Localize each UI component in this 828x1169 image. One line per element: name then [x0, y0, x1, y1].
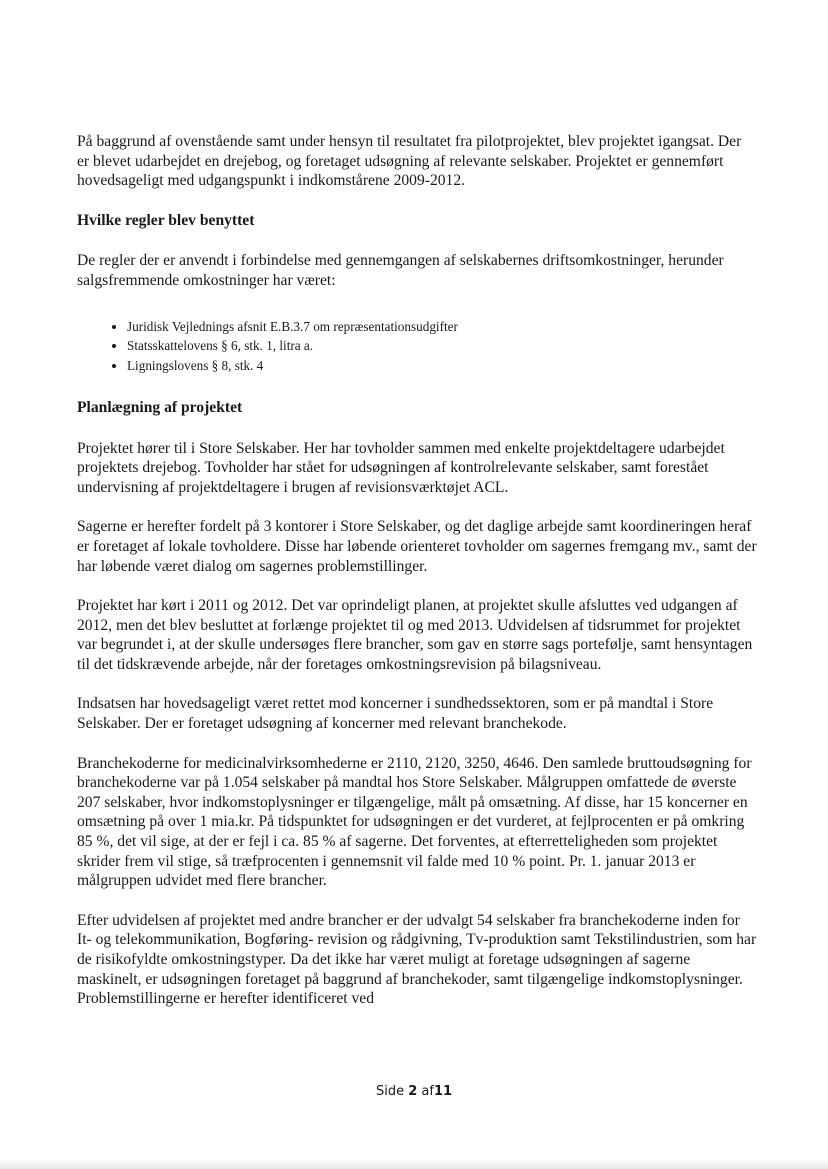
rules-list-item: • Juridisk Vejlednings afsnit E.B.3.7 om repræsentationsudgifter — [127, 317, 757, 337]
planning-paragraph-5: Branchekoderne for medicinalvirksomhederne er 2110, 2120, 3250, 4646. Den samlede bruttoudsøgning for branchekoderne var på 1.054 selskaber på mandtal hos Store Selskaber. Målgruppen omfattede de øverste 207 selskaber, hvor indkomstoplysninger er tilgængelige, målt på omsætning. Af disse, har 15 koncerner en omsætning på over 1 mia.kr. På tidspunktet for udsøgningen er det vurderet, at fejlprocenten er på omkring 85 %, det vil sige, at der er fejl i ca. 85 % af sagerne. Det forventes, at efterretteligheden som projektet skrider frem vil stige, så træfprocenten i gennemsnit vil falde med 10 % point. Pr. 1. januar 2013 er målgruppen udvidet med flere brancher. — [77, 754, 752, 890]
page-footer — [0, 1084, 828, 1099]
planning-paragraph-6: Efter udvidelsen af projektet med andre brancher er der udvalgt 54 selskaber fra branchekoderne inden for It- og telekommunikation, Bogføring- revision og rådgivning, Tv-produktion samt Tekstilindustrien, som har de risikofyldte omkostningstyper. Da det ikke har været muligt at foretage udsøgningen af sagerne maskinelt, er udsøgningen foretaget på baggrund af branchekoder, samt tilgængelige indkomstoplysninger. Problemstillingerne er herefter identificeret ved — [77, 911, 757, 1008]
planning-paragraph-3: Projektet har kørt i 2011 og 2012. Det var oprindeligt planen, at projektet skulle afsluttes ved udgangen af 2012, men det blev besluttet at forlænge projektet til og med 2013. Udvidelsen af tidsrummet for projektet var begrundet i, at der skulle undersøges flere brancher, som gav en større sags portefølje, samt hensyntagen til det tidskrævende arbejde, når der foretages omkostningsrevision på bilagsniveau. — [77, 597, 753, 673]
page-separator: af — [421, 1084, 434, 1099]
planning-paragraph-4: Indsatsen har hovedsageligt været rettet mod koncerner i sundhedssektoren, som er på mandtal i Store Selskaber. Der er foretaget udsøgning af koncerner med relevant branchekode. — [77, 695, 714, 733]
rules-list-item: • Ligningslovens § 8, stk. 4 — [127, 356, 757, 376]
rules-heading: Hvilke regler blev benyttet — [77, 211, 255, 229]
planning-heading: Planlægning af projektet — [77, 398, 243, 416]
current-page-number: 2 — [408, 1084, 418, 1099]
page-bottom-edge — [0, 1159, 828, 1169]
intro-paragraph: På baggrund af ovenstående samt under hensyn til resultatet fra pilotprojektet, blev projektet igangsat. Der er blevet udarbejdet en drejebog, og foretaget udsøgning af relevante selskaber. Projektet er gennemført hovedsageligt med udgangspunkt i indkomstårene 2009-2012. — [77, 133, 742, 190]
document-body — [77, 132, 757, 1029]
rules-intro-paragraph: De regler der er anvendt i forbindelse med gennemgangen af selskabernes driftsomkostninger, herunder salgsfremmende omkostninger har været: — [77, 252, 724, 289]
planning-paragraph-2: Sagerne er herefter fordelt på 3 kontorer i Store Selskaber, og det daglige arbejde samt koordineringen heraf er foretaget af lokale tovholdere. Disse har løbende orienteret tovholder om sagernes fremgang mv., samt der har løbende været dialog om sagernes problemstillinger. — [77, 518, 757, 575]
rules-list-item: • Statsskattelovens § 6, stk. 1, litra a. — [127, 336, 757, 356]
total-pages-number: 11 — [433, 1084, 453, 1099]
rules-list — [77, 317, 757, 376]
planning-paragraph-1: Projektet hører til i Store Selskaber. Her har tovholder sammen med enkelte projektdeltagere udarbejdet projektets drejebog. Tovholder har stået for udsøgningen af kontrolrelevante selskaber, samt forestået undervisning af projektdeltagere i brugen af revisionsværktøjet ACL. — [77, 439, 725, 496]
page-label: Side — [375, 1084, 405, 1099]
